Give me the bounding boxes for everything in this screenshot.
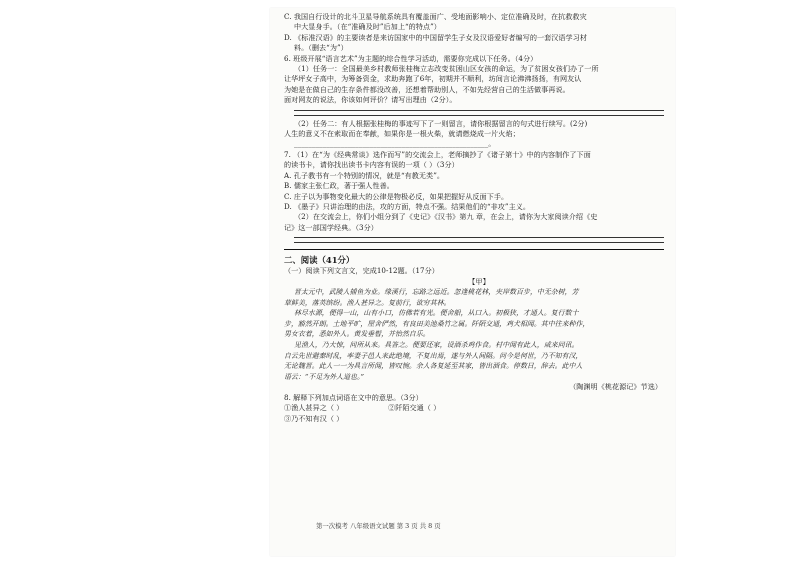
answer-line[interactable] bbox=[294, 241, 664, 243]
text-line: 让华坪女子高中，为筹备资金，求助奔跑了6年，初期并不顺利，坊间言论沸沸扬扬，有网友认 bbox=[284, 74, 582, 84]
answer-line[interactable] bbox=[294, 109, 664, 111]
attribution: （陶渊明《桃花源记》节选） bbox=[569, 382, 662, 392]
text-line: 的读书卡，请你找出读书卡内容有误的一项（ ）（3分） bbox=[284, 160, 459, 170]
passage-line: 见渔人，乃大惊，问所从来。具答之。便要还家，设酒杀鸡作食。村中闻有此人，咸来问讯。 bbox=[294, 340, 579, 349]
passage-line: 晋太元中，武陵人捕鱼为业。缘溪行，忘路之远近。忽逢桃花林，夹岸数百步，中无杂树，芳 bbox=[294, 287, 579, 296]
text-line: （1）任务一：全国最美乡村教师张桂梅立志改变贫困山区女孩的命运，为了贫困女孩们办了一所 bbox=[294, 64, 599, 74]
page-footer: 第一次模考 八年级语文试题 第 3 页 共 8 页 bbox=[316, 522, 441, 530]
answer-line[interactable] bbox=[294, 114, 664, 116]
passage-line: 草鲜美，落英缤纷。渔人甚异之。复前行，欲穷其林。 bbox=[284, 298, 451, 307]
passage-line: 自云先世避秦时乱，率妻子邑人来此绝境，不复出焉，遂与外人间隔。问今是何世，乃不知有汉， bbox=[284, 351, 583, 360]
text-line: 中大显身手。（在“准确及时”后加上“的特点”） bbox=[294, 22, 441, 32]
answer-blank[interactable]: ______________________________________________________。 bbox=[294, 139, 496, 149]
section-title: 二、阅读（41分） bbox=[284, 255, 355, 266]
text-line: 记》这一部国学经典。（3分） bbox=[284, 222, 378, 232]
passage-line: 无论魏晋。此人一一为具言所闻，皆叹惋。余人各复延至其家，皆出酒食。停数日，辞去。此中人 bbox=[284, 362, 583, 371]
text-line: 人生的意义不在索取而在奉献，如果你是一根火柴，就请燃烧成一片火焰； bbox=[284, 129, 520, 139]
q8-items-row bbox=[284, 403, 674, 413]
q8-item[interactable]: ①渔人甚异之（ ） bbox=[284, 403, 344, 413]
option-a: A. 孔子教书有一个特别的情况，就是“有教无类”。 bbox=[284, 170, 445, 180]
passage-line: 林尽水源，便得一山，山有小口，仿佛若有光。便舍船，从口入。初极狭，才通人。复行数十 bbox=[294, 309, 579, 318]
passage-line: 男女衣着，悉如外人。黄发垂髫，并怡然自乐。 bbox=[284, 330, 430, 339]
passage-line: 语云：“不足为外人道也。” bbox=[284, 372, 365, 381]
passage-label: 【甲】 bbox=[468, 276, 490, 286]
text-line: D. 《标准汉语》的主要读者是来访国家中的中国留学生子女及汉语爱好者编写的一套汉语学习材 bbox=[284, 32, 587, 42]
option-d: D. 《墨子》只讲治理的由法，攻的方面，特点不强。结果他们的“非攻”主义。 bbox=[284, 201, 531, 211]
option-c: C. 庄子以为事物变化最大的公律是物极必反，如果把握好从反面下手。 bbox=[284, 191, 509, 201]
task-2-prompt: （2）任务二：有人根据张桂梅的事迹写下了一则留言，请你根据留言的句式进行续写。(2分) bbox=[294, 118, 588, 128]
question-8-title: 8. 解释下列加点词语在文中的意思。（3分） bbox=[284, 392, 423, 402]
text-line: 料。（删去“为”） bbox=[294, 43, 348, 53]
text-line: （2）在交流会上，你们小组分到了《史记》《汉书》第九 章，在会上，请你为大家阅读介绍《史 bbox=[294, 212, 598, 222]
question-6-title: 6. 班级开展“语言艺术”为主题的综合性学习活动，需要你完成以下任务。（4分） bbox=[284, 53, 538, 63]
text-line: C. 我国自行设计的北斗卫星导航系统具有覆盖面广、受地面影响小、定位准确及时，在抗救救灾 bbox=[284, 12, 587, 21]
q8-item[interactable]: ②阡陌交通（ ） bbox=[388, 403, 441, 413]
section-divider bbox=[284, 248, 664, 250]
question-block-top bbox=[284, 12, 674, 424]
answer-line[interactable] bbox=[294, 236, 664, 238]
passage-line: 步，豁然开朗。土地平旷，屋舍俨然，有良田美池桑竹之属。阡陌交通，鸡犬相闻。其中往来种作， bbox=[284, 319, 590, 328]
text-line: 为她是在做自己的生存条件都没改善，还想着帮助别人，不如先经营自己的生活做事再说。 bbox=[284, 84, 570, 94]
text-line: 面对网友的说法，你该如何评价？请写出理由（2分）。 bbox=[284, 95, 457, 105]
q8-item[interactable]: ③乃不知有汉（ ） bbox=[284, 413, 344, 423]
section-intro: （一）阅读下列文言文，完成10-12题。（17分） bbox=[284, 266, 439, 276]
question-7-title: 7. （1）在“为《经典常谈》选作而写”的交流会上，老师摘抄了《诸子第十》中的内容制作了下面 bbox=[284, 149, 591, 159]
option-b: B. 儒家主张仁政，著于强人性善。 bbox=[284, 181, 394, 191]
